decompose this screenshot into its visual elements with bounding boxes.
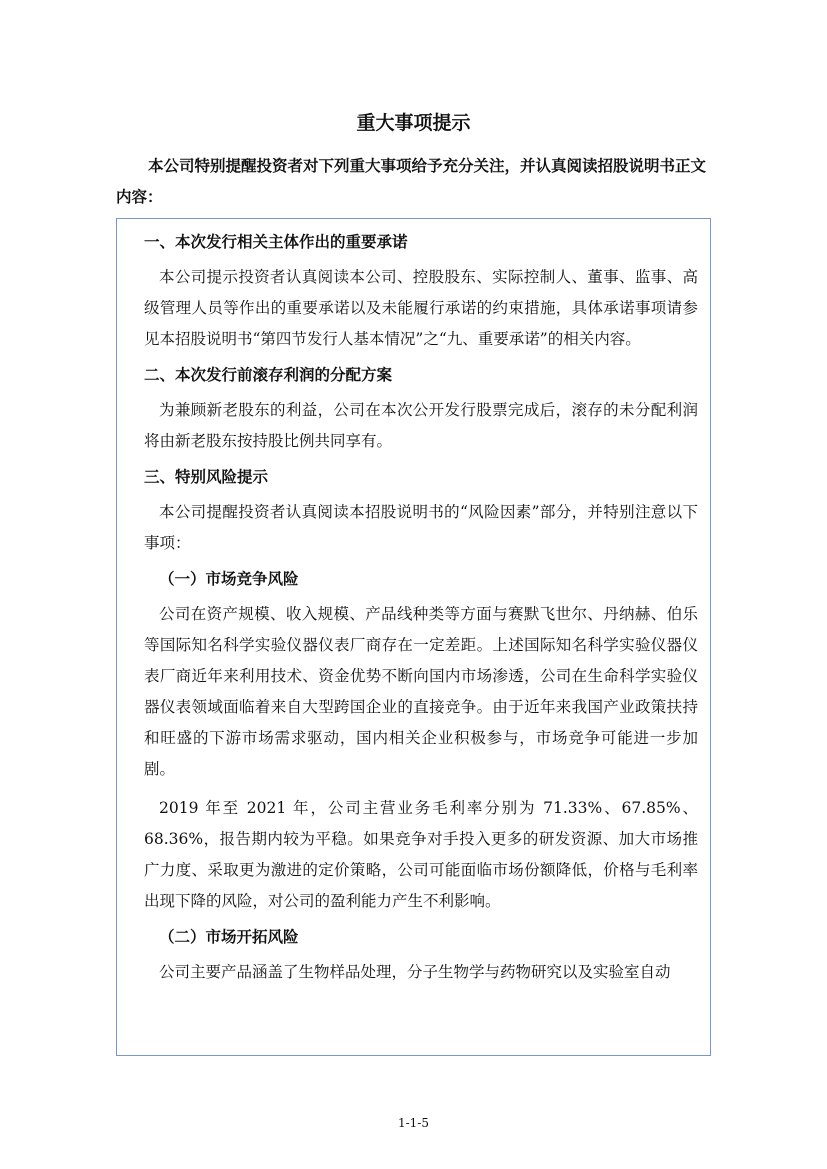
subsection-heading-market-competition: （一）市场竞争风险 [159,570,299,588]
page-number: 1-1-5 [397,1116,429,1130]
notice-box [116,218,711,1056]
subsection-para-market-expansion-1: 公司主要产品涵盖了生物样品处理，分子生物学与药物研究以及实验室自动 [159,963,671,981]
subsection-heading-market-expansion: （二）市场开拓风险 [159,928,299,946]
subsection-para-market-competition-1: 公司在资产规模、收入规模、产品线种类等方面与赛默飞世尔、丹纳赫、伯乐等国际知名科学实验仪器仪表厂商存在一定差距。上述国际知名科学实验仪器仪表厂商近年来利用技术、资金优势不断向国内市场渗透，公司在生命科学实验仪器仪表领域面临着来自大型跨国企业的直接竞争。由于近年来我国产业政策扶持和旺盛的下游市场需求驱动，国内相关企业积极参与，市场竞争可能进一步加剧。 [144,605,698,778]
section-body-profit-distribution: 为兼顾新老股东的利益，公司在本次公开发行股票完成后，滚存的未分配利润将由新老股东按持股比例共同享有。 [144,401,698,450]
section-heading-profit-distribution: 二、本次发行前滚存利润的分配方案 [144,366,393,384]
section-heading-risk-notice: 三、特别风险提示 [144,468,269,486]
section-heading-commitments: 一、本次发行相关主体作出的重要承诺 [144,233,408,251]
subsection-para-market-competition-2: 2019 年至 2021 年，公司主营业务毛利率分别为 71.33%、67.85%、68.36%，报告期内较为平稳。如果竞争对手投入更多的研发资源、加大市场推广力度、采取更为激进的定价策略，公司可能面临市场份额降低，价格与毛利率出现下降的风险，对公司的盈利能力产生不利影响。 [144,799,698,910]
page-title: 重大事项提示 [356,112,471,134]
intro-notice: 本公司特别提醒投资者对下列重大事项给予充分关注，并认真阅读招股说明书正文内容： [116,157,707,206]
section-body-risk-notice: 本公司提醒投资者认真阅读本招股说明书的“风险因素”部分，并特别注意以下事项： [144,503,698,552]
section-body-commitments: 本公司提示投资者认真阅读本公司、控股股东、实际控制人、董事、监事、高级管理人员等作出的重要承诺以及未能履行承诺的约束措施，具体承诺事项请参见本招股说明书“第四节发行人基本情况”之“九、重要承诺”的相关内容。 [144,268,698,348]
